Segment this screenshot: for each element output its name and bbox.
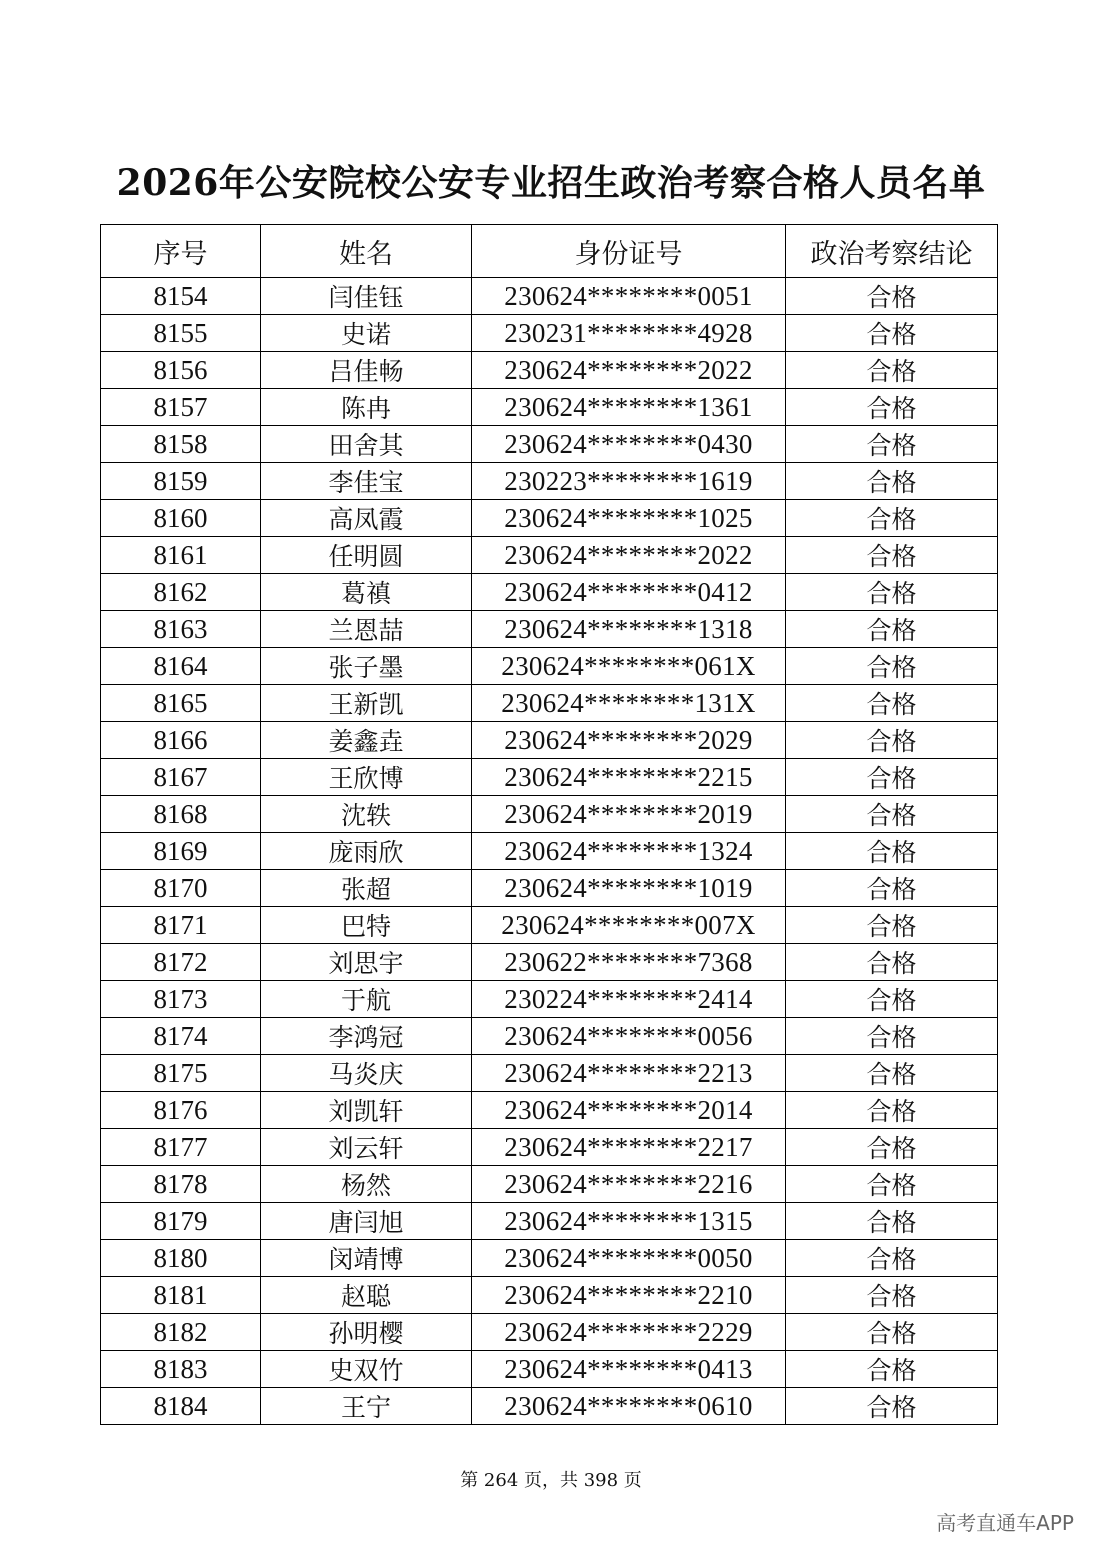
cell-index: 8165 [101, 685, 261, 722]
cell-conclusion: 合格 [786, 907, 998, 944]
table-row [101, 722, 998, 759]
cell-conclusion: 合格 [786, 1129, 998, 1166]
cell-id-number: 230624********1318 [472, 611, 786, 648]
table-row [101, 426, 998, 463]
cell-id-number: 230624********131X [472, 685, 786, 722]
cell-conclusion: 合格 [786, 315, 998, 352]
cell-conclusion: 合格 [786, 722, 998, 759]
cell-index: 8161 [101, 537, 261, 574]
cell-name: 闵靖博 [261, 1240, 472, 1277]
watermark: 高考直通车APP [936, 1511, 1074, 1535]
cell-conclusion: 合格 [786, 611, 998, 648]
cell-name: 田舍其 [261, 426, 472, 463]
cell-name: 刘云轩 [261, 1129, 472, 1166]
table-row [101, 352, 998, 389]
table-row [101, 833, 998, 870]
cell-index: 8176 [101, 1092, 261, 1129]
table-row [101, 648, 998, 685]
cell-id-number: 230624********2022 [472, 352, 786, 389]
cell-conclusion: 合格 [786, 1203, 998, 1240]
cell-id-number: 230624********2014 [472, 1092, 786, 1129]
cell-conclusion: 合格 [786, 463, 998, 500]
table-body [101, 278, 998, 1425]
cell-index: 8164 [101, 648, 261, 685]
cell-id-number: 230624********2216 [472, 1166, 786, 1203]
table-row [101, 500, 998, 537]
cell-name: 张子墨 [261, 648, 472, 685]
cell-id-number: 230624********2019 [472, 796, 786, 833]
cell-conclusion: 合格 [786, 981, 998, 1018]
cell-name: 任明圆 [261, 537, 472, 574]
cell-index: 8170 [101, 870, 261, 907]
table-row [101, 1351, 998, 1388]
table-row [101, 611, 998, 648]
cell-id-number: 230624********0050 [472, 1240, 786, 1277]
cell-index: 8169 [101, 833, 261, 870]
cell-conclusion: 合格 [786, 1240, 998, 1277]
table-row [101, 1092, 998, 1129]
cell-index: 8173 [101, 981, 261, 1018]
table-row [101, 759, 998, 796]
cell-index: 8177 [101, 1129, 261, 1166]
table-row [101, 944, 998, 981]
cell-index: 8154 [101, 278, 261, 315]
cell-name: 刘思宇 [261, 944, 472, 981]
table-row [101, 315, 998, 352]
table-row [101, 1166, 998, 1203]
cell-name: 沈轶 [261, 796, 472, 833]
cell-id-number: 230624********0051 [472, 278, 786, 315]
roster-table [100, 224, 998, 1425]
header-name: 姓名 [261, 225, 472, 278]
table-row [101, 1388, 998, 1425]
cell-index: 8155 [101, 315, 261, 352]
table-row [101, 1240, 998, 1277]
cell-name: 兰恩喆 [261, 611, 472, 648]
cell-id-number: 230624********1324 [472, 833, 786, 870]
table-row [101, 1277, 998, 1314]
cell-index: 8184 [101, 1388, 261, 1425]
cell-name: 陈冉 [261, 389, 472, 426]
cell-conclusion: 合格 [786, 648, 998, 685]
cell-index: 8162 [101, 574, 261, 611]
cell-name: 庞雨欣 [261, 833, 472, 870]
cell-index: 8182 [101, 1314, 261, 1351]
page-title: 2026年公安院校公安专业招生政治考察合格人员名单 [116, 162, 986, 204]
cell-index: 8160 [101, 500, 261, 537]
cell-index: 8167 [101, 759, 261, 796]
table-row [101, 1314, 998, 1351]
table-row [101, 1129, 998, 1166]
cell-name: 李鸿冠 [261, 1018, 472, 1055]
cell-conclusion: 合格 [786, 1166, 998, 1203]
table-row [101, 1203, 998, 1240]
table-row [101, 1055, 998, 1092]
cell-id-number: 230231********4928 [472, 315, 786, 352]
cell-conclusion: 合格 [786, 685, 998, 722]
cell-name: 巴特 [261, 907, 472, 944]
table-row [101, 278, 998, 315]
cell-id-number: 230624********0413 [472, 1351, 786, 1388]
cell-id-number: 230223********1619 [472, 463, 786, 500]
cell-name: 唐闫旭 [261, 1203, 472, 1240]
cell-index: 8178 [101, 1166, 261, 1203]
cell-conclusion: 合格 [786, 759, 998, 796]
cell-name: 王宁 [261, 1388, 472, 1425]
cell-id-number: 230624********0430 [472, 426, 786, 463]
cell-conclusion: 合格 [786, 1388, 998, 1425]
cell-index: 8174 [101, 1018, 261, 1055]
cell-name: 王新凯 [261, 685, 472, 722]
cell-name: 葛禛 [261, 574, 472, 611]
cell-index: 8163 [101, 611, 261, 648]
cell-conclusion: 合格 [786, 833, 998, 870]
cell-name: 赵聪 [261, 1277, 472, 1314]
table-row [101, 574, 998, 611]
cell-index: 8166 [101, 722, 261, 759]
cell-conclusion: 合格 [786, 1055, 998, 1092]
cell-conclusion: 合格 [786, 389, 998, 426]
cell-name: 闫佳钰 [261, 278, 472, 315]
cell-name: 孙明樱 [261, 1314, 472, 1351]
table-row [101, 389, 998, 426]
cell-index: 8168 [101, 796, 261, 833]
page-footer: 第 264 页，共 398 页 [460, 1470, 642, 1491]
cell-conclusion: 合格 [786, 1277, 998, 1314]
cell-conclusion: 合格 [786, 537, 998, 574]
cell-id-number: 230624********2229 [472, 1314, 786, 1351]
cell-index: 8158 [101, 426, 261, 463]
table-row [101, 537, 998, 574]
cell-name: 于航 [261, 981, 472, 1018]
table-header-row [101, 225, 998, 278]
cell-name: 姜鑫垚 [261, 722, 472, 759]
cell-id-number: 230624********007X [472, 907, 786, 944]
cell-conclusion: 合格 [786, 1092, 998, 1129]
cell-conclusion: 合格 [786, 1351, 998, 1388]
cell-id-number: 230624********0412 [472, 574, 786, 611]
cell-conclusion: 合格 [786, 796, 998, 833]
cell-conclusion: 合格 [786, 574, 998, 611]
cell-id-number: 230624********2215 [472, 759, 786, 796]
cell-id-number: 230624********2029 [472, 722, 786, 759]
cell-id-number: 230624********2022 [472, 537, 786, 574]
cell-id-number: 230624********061X [472, 648, 786, 685]
cell-name: 王欣博 [261, 759, 472, 796]
cell-conclusion: 合格 [786, 1314, 998, 1351]
table-row [101, 796, 998, 833]
cell-conclusion: 合格 [786, 278, 998, 315]
cell-id-number: 230624********0056 [472, 1018, 786, 1055]
cell-name: 杨然 [261, 1166, 472, 1203]
cell-id-number: 230624********1019 [472, 870, 786, 907]
header-id-number: 身份证号 [472, 225, 786, 278]
cell-index: 8171 [101, 907, 261, 944]
table-row [101, 463, 998, 500]
cell-conclusion: 合格 [786, 944, 998, 981]
cell-index: 8159 [101, 463, 261, 500]
cell-index: 8180 [101, 1240, 261, 1277]
cell-index: 8181 [101, 1277, 261, 1314]
table-row [101, 870, 998, 907]
cell-id-number: 230624********0610 [472, 1388, 786, 1425]
cell-conclusion: 合格 [786, 1018, 998, 1055]
cell-id-number: 230624********1361 [472, 389, 786, 426]
cell-index: 8183 [101, 1351, 261, 1388]
cell-conclusion: 合格 [786, 426, 998, 463]
header-conclusion: 政治考察结论 [786, 225, 998, 278]
cell-conclusion: 合格 [786, 870, 998, 907]
cell-id-number: 230624********2210 [472, 1277, 786, 1314]
cell-conclusion: 合格 [786, 352, 998, 389]
cell-index: 8156 [101, 352, 261, 389]
cell-name: 张超 [261, 870, 472, 907]
cell-index: 8175 [101, 1055, 261, 1092]
header-index: 序号 [101, 225, 261, 278]
cell-id-number: 230622********7368 [472, 944, 786, 981]
cell-name: 马炎庆 [261, 1055, 472, 1092]
cell-name: 史双竹 [261, 1351, 472, 1388]
cell-index: 8172 [101, 944, 261, 981]
cell-id-number: 230624********2217 [472, 1129, 786, 1166]
cell-name: 史诺 [261, 315, 472, 352]
table-row [101, 1018, 998, 1055]
cell-conclusion: 合格 [786, 500, 998, 537]
cell-name: 刘凯轩 [261, 1092, 472, 1129]
cell-name: 李佳宝 [261, 463, 472, 500]
cell-index: 8179 [101, 1203, 261, 1240]
cell-id-number: 230224********2414 [472, 981, 786, 1018]
table-row [101, 907, 998, 944]
cell-id-number: 230624********1315 [472, 1203, 786, 1240]
table-row [101, 981, 998, 1018]
cell-id-number: 230624********1025 [472, 500, 786, 537]
cell-name: 高凤霞 [261, 500, 472, 537]
cell-name: 吕佳畅 [261, 352, 472, 389]
cell-index: 8157 [101, 389, 261, 426]
table-row [101, 685, 998, 722]
cell-id-number: 230624********2213 [472, 1055, 786, 1092]
